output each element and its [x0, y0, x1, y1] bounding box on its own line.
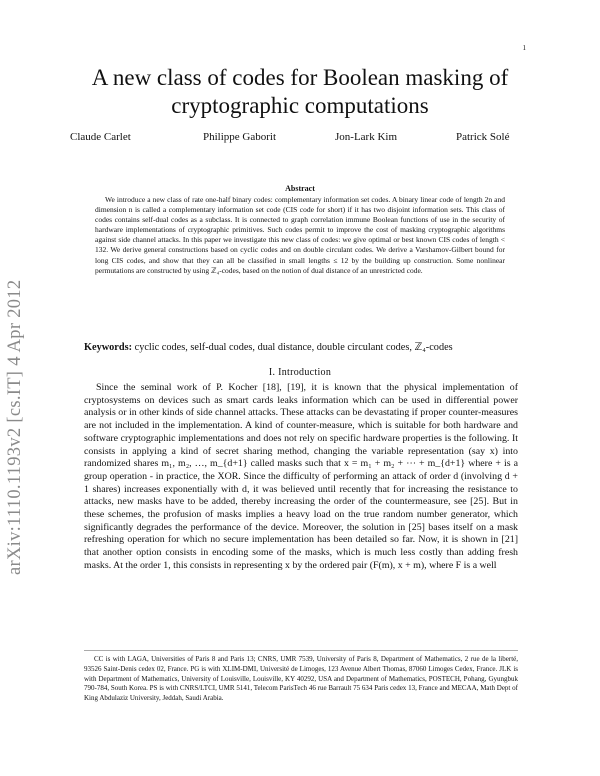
footnote-divider — [84, 650, 518, 651]
author-4: Patrick Solé — [456, 131, 510, 143]
keywords-text: cyclic codes, self-dual codes, dual distance, double circulant codes, ℤ₄-codes — [134, 342, 453, 353]
page-number: 1 — [522, 44, 526, 52]
arxiv-stamp: arXiv:1110.1193v2 [cs.IT] 4 Apr 2012 — [5, 279, 25, 575]
abstract — [95, 195, 505, 276]
author-2: Philippe Gaborit — [203, 131, 277, 143]
section-heading: I. Introduction — [268, 367, 332, 378]
paper-title — [60, 64, 540, 120]
author-list — [70, 131, 540, 147]
keywords — [84, 341, 544, 353]
author-1: Claude Carlet — [70, 131, 131, 143]
keywords-label: Keywords: — [84, 342, 133, 353]
author-3: Jon-Lark Kim — [335, 131, 398, 143]
abstract-heading: Abstract — [285, 184, 315, 193]
footnote-text: CC is with LAGA, Universities of Paris 8 and Paris 13; CNRS, UMR 7539, University of Paris 8, Department of Mathematics, 2 rue de la liberté, 93526 Saint-Denis cedex 02, France. PG is with XLIM-DMI, Université de Limoges, 123 Avenue Albert Thomas, 87060 Limoges Cedex, France. JLK is with Department of Mathematics, University of Louisville, Louisville, KY 40292, USA and Department of Mathematics, POSTECH, Pohang, Gyungbuk 790-784, South Korea. PS is with CNRS/LTCI, UMR 5141, Telecom ParisTech 46 rue Barrault 75 634 Paris cedex 13, France and MECAA, Math Dept of King Abdulaziz University, Jeddah, Saudi Arabia. — [84, 655, 518, 703]
affiliations-footnote — [84, 655, 518, 704]
title-line-1: A new class of codes for Boolean masking of — [91, 65, 509, 90]
abstract-text: We introduce a new class of rate one-half binary codes: complementary information set codes. A binary linear code of length 2n and dimension n is called a complementary information set code (CIS code for short) if it has two disjoint information sets. This class of codes contains self-dual codes as a subclass. It is connected to graph correlation immune Boolean functions of use in the security of hardware implementations of cryptographic primitives. Such codes permit to improve the cost of masking cryptographic algorithms against side channel attacks. In this paper we investigate this new class of codes: we give optimal or best known CIS codes of length < 132. We derive general constructions based on cyclic codes and on double circulant codes. We derive a Varshamov-Gilbert bound for long CIS codes, and show that they can all be classified in small lengths ≤ 12 by the building up construction. Some nonlinear permutations are constructed by using ℤ₄-codes, based on the notion of dual distance of an unrestricted code. — [95, 195, 505, 275]
introduction-body — [84, 382, 518, 573]
title-line-2: cryptographic computations — [171, 93, 429, 118]
intro-paragraph: Since the seminal work of P. Kocher [18], [19], it is known that the physical implementation of cryptosystems on devices such as smart cards leaks information which can be used in differential power analysis or in other kinds of side channel attacks. These attacks can be devastating if proper counter-measures are not included in the implementation. A kind of counter-measure, which is suitable for both hardware and software cryptographic implementations and does not rely on specific hardware properties is the following. It consists in applying a kind of secret sharing method, changing the variable representation (say x) into randomized shares m₁, m₂, …, m_{d+1} called masks such that x = m₁ + m₂ + ⋯ + m_{d+1} where + is a group operation - in practice, the XOR. Since the difficulty of performing an attack of order d (involving d + 1 shares) increases exponentially with d, it was believed until recently that for increasing the resistance to attacks, new masks have to be added, thereby increasing the order of the countermeasure, see [25]. But in these schemes, the profusion of masks implies a heavy load on the true random number generator, which significantly degrades the performance of the device. Moreover, the solution in [25] bases itself on a mask refreshing operation for which no secure implementation has been detailed so far. Now, it is shown in [21] that another option consists in encoding some of the masks, which is much less costly than adding fresh masks. At the order 1, this consists in representing x by the ordered pair (F(m), x + m), where F is a well — [84, 382, 518, 571]
